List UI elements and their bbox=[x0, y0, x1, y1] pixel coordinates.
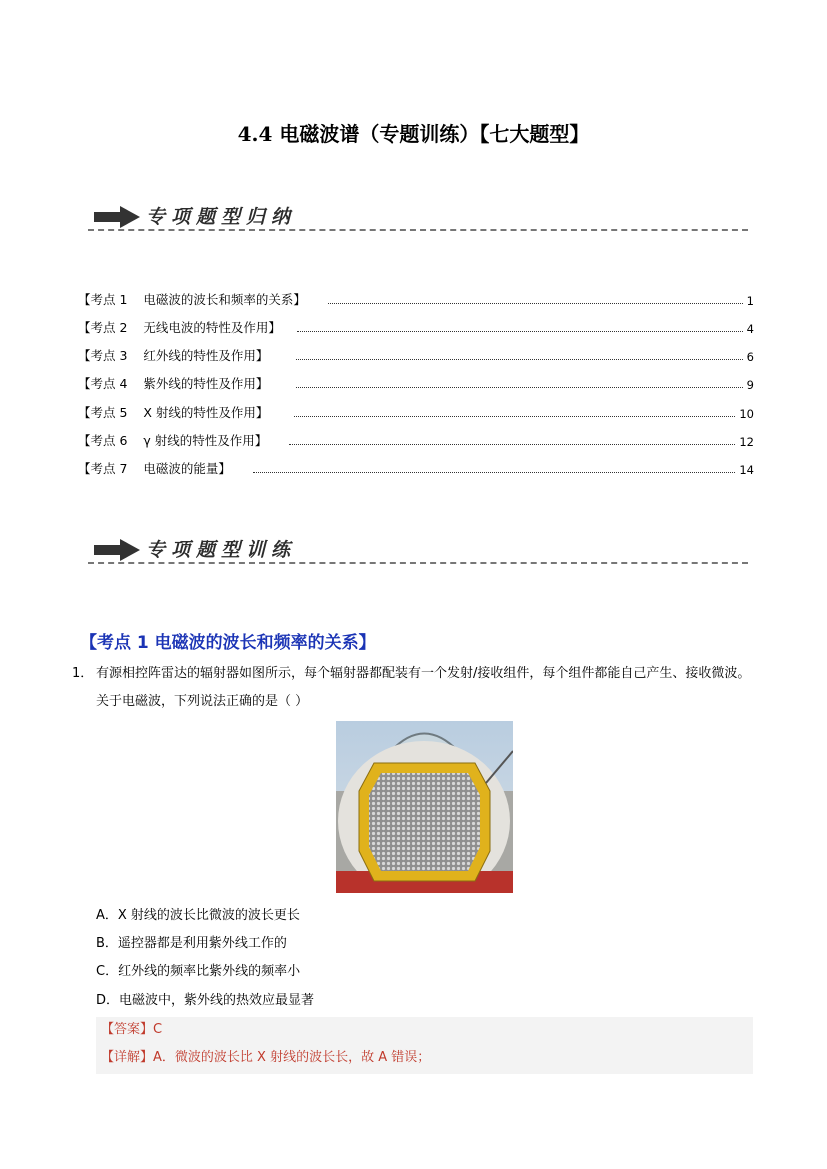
section-banner-summary bbox=[88, 196, 748, 236]
question-text: 有源相控阵雷达的辐射器如图所示，每个辐射器都配装有一个发射/接收组件，每个组件都能自己产生、接收微波。关于电磁波，下列说法正确的是（ ） bbox=[96, 666, 751, 709]
toc-item-label: 【考点 1 电磁波的波长和频率的关系】 bbox=[78, 292, 306, 307]
toc-leader bbox=[253, 472, 736, 473]
divider bbox=[88, 562, 748, 564]
answer-box bbox=[96, 1017, 753, 1074]
option-b: B．遥控器都是利用紫外线工作的 bbox=[96, 936, 287, 951]
toc-item-page: 12 bbox=[739, 435, 754, 449]
toc-item-page: 4 bbox=[746, 322, 754, 336]
answer-value: C bbox=[153, 1022, 163, 1037]
toc-leader bbox=[296, 359, 742, 360]
toc-item-page: 10 bbox=[739, 407, 754, 421]
toc-leader bbox=[296, 387, 742, 388]
answer-line bbox=[101, 1018, 162, 1037]
arrow-right-icon bbox=[94, 539, 140, 561]
section-heading: 【考点 1 电磁波的波长和频率的关系】 bbox=[80, 633, 376, 653]
toc-item-label: 【考点 2 无线电波的特性及作用】 bbox=[78, 320, 281, 335]
toc-item-label: 【考点 4 紫外线的特性及作用】 bbox=[78, 376, 269, 391]
question-number: 1． bbox=[72, 666, 94, 681]
toc-item[interactable] bbox=[78, 457, 754, 477]
page-title: 4.4 电磁波谱（专题训练）【七大题型】 bbox=[237, 122, 590, 146]
toc-leader bbox=[328, 303, 743, 304]
toc-item-label: 【考点 5 X 射线的特性及作用】 bbox=[78, 405, 269, 420]
detail-label: 【详解】 bbox=[101, 1050, 154, 1065]
option-a: A．X 射线的波长比微波的波长更长 bbox=[96, 908, 300, 923]
toc-leader bbox=[289, 444, 735, 445]
answer-label: 【答案】 bbox=[101, 1022, 154, 1037]
toc-item-label: 【考点 6 γ 射线的特性及作用】 bbox=[78, 433, 268, 448]
option-c: C．红外线的频率比紫外线的频率小 bbox=[96, 964, 301, 979]
toc-item-page: 9 bbox=[746, 378, 754, 392]
toc-leader bbox=[297, 331, 743, 332]
toc-item-page: 14 bbox=[739, 463, 754, 477]
banner-title: 专项题型归纳 bbox=[146, 206, 297, 228]
toc-item[interactable] bbox=[78, 344, 754, 364]
divider bbox=[88, 229, 748, 231]
radar-figure bbox=[336, 721, 513, 893]
toc-item-page: 6 bbox=[746, 350, 754, 364]
detail-text: A．微波的波长比 X 射线的波长长，故 A 错误； bbox=[153, 1050, 431, 1065]
toc-item-label: 【考点 3 红外线的特性及作用】 bbox=[78, 348, 269, 363]
toc-item[interactable] bbox=[78, 372, 754, 392]
section-banner-training bbox=[88, 529, 748, 569]
toc-item-page: 1 bbox=[746, 294, 754, 308]
toc-item[interactable] bbox=[78, 429, 754, 449]
toc-item[interactable] bbox=[78, 401, 754, 421]
arrow-right-icon bbox=[94, 206, 140, 228]
toc-item[interactable] bbox=[78, 316, 754, 336]
toc-leader bbox=[294, 416, 735, 417]
toc-item-label: 【考点 7 电磁波的能量】 bbox=[78, 461, 231, 476]
option-d: D．电磁波中，紫外线的热效应最显著 bbox=[96, 993, 315, 1008]
toc-item[interactable] bbox=[78, 288, 754, 308]
banner-title: 专项题型训练 bbox=[146, 539, 297, 561]
detail-line bbox=[101, 1046, 430, 1065]
radar-image bbox=[336, 721, 513, 893]
